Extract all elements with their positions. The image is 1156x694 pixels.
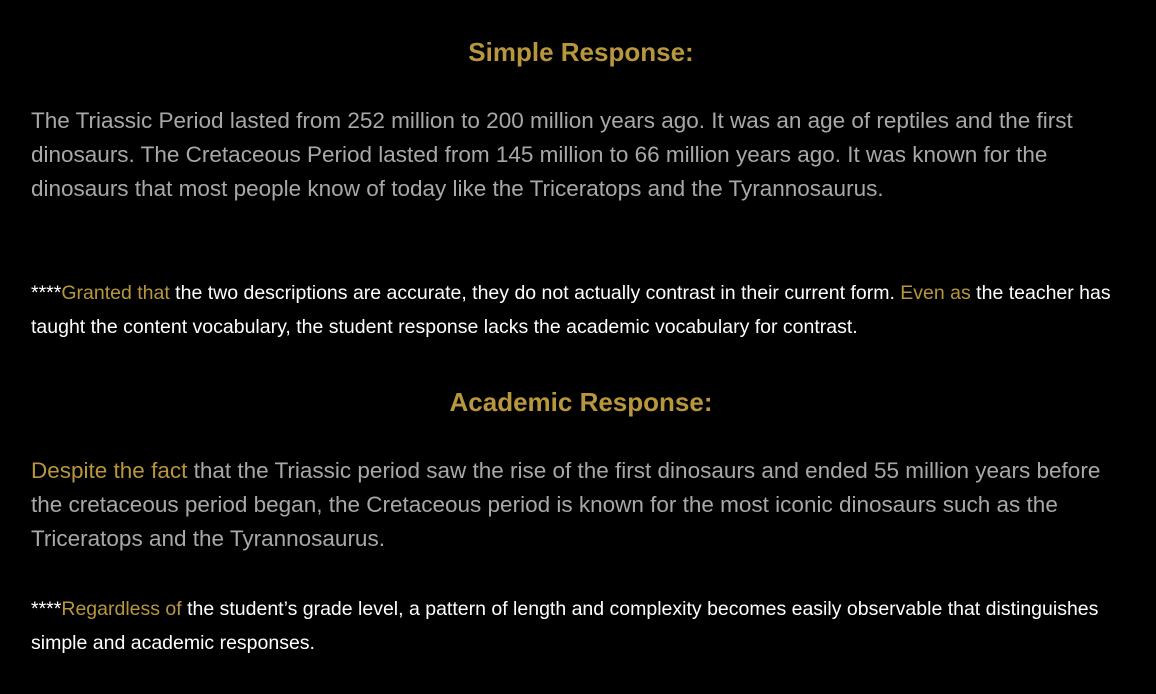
note-text: the teacher has taught the content vocabulary, the student response lacks the academic vocabulary for contrast. bbox=[31, 282, 1111, 338]
transition-phrase-even-as: Even as bbox=[900, 282, 971, 304]
paragraph-text: that the Triassic period saw the rise of the first dinosaurs and ended 55 million years before the cretaceous period began, the Cretaceous period is known for the most iconic dinosaurs such as the Triceratops and the Tyrannosaurus. bbox=[31, 458, 1101, 551]
academic-response-paragraph bbox=[31, 454, 1121, 556]
simple-response-paragraph: The Triassic Period lasted from 252 million to 200 million years ago. It was an age of reptiles and the first dinosaurs. The Cretaceous Period lasted from 145 million to 66 million years ago. It was known for the dinosaurs that most people know of today like the Triceratops and the Tyrannosaurus. bbox=[31, 108, 1073, 201]
transition-phrase-regardless-of: Regardless of bbox=[61, 598, 182, 620]
note-prefix: **** bbox=[31, 282, 62, 304]
transition-phrase-despite-the-fact: Despite the fact bbox=[31, 458, 188, 483]
transition-phrase-granted-that: Granted that bbox=[61, 282, 170, 304]
simple-response-note bbox=[31, 276, 1131, 344]
note-text: the two descriptions are accurate, they do not actually contrast in their current form. bbox=[169, 282, 901, 304]
note-text: the student’s grade level, a pattern of length and complexity becomes easily observable that distinguishes simple and academic responses. bbox=[31, 598, 1099, 654]
note-prefix: **** bbox=[31, 598, 62, 620]
academic-response-heading: Academic Response: bbox=[449, 387, 713, 417]
simple-response-heading: Simple Response: bbox=[468, 37, 694, 67]
academic-response-note bbox=[31, 592, 1131, 660]
